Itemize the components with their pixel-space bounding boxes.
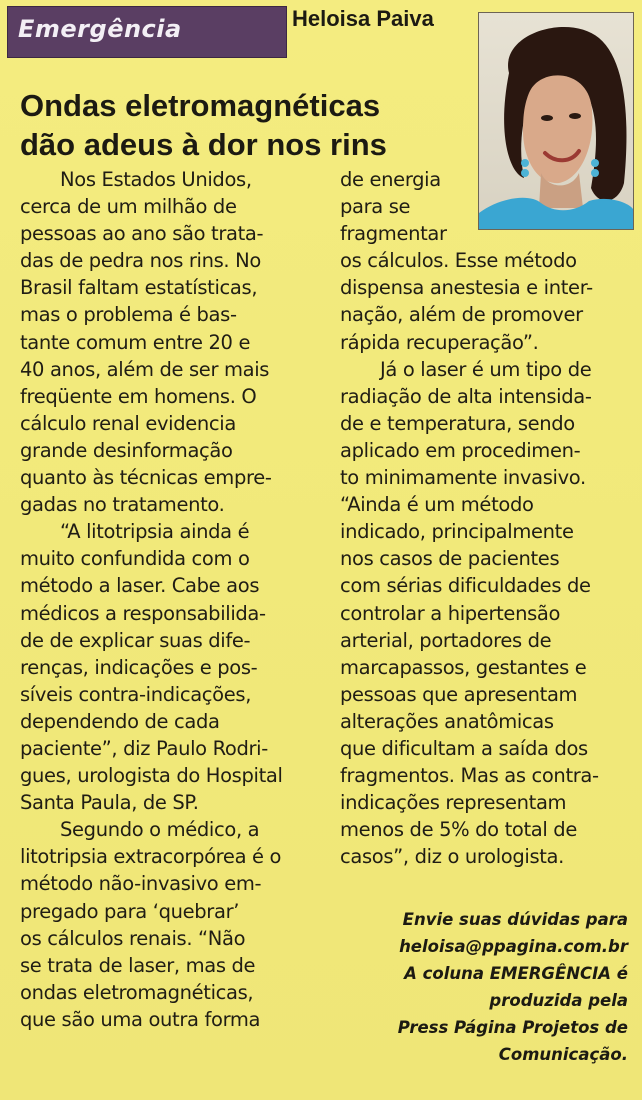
text-line: das de pedra nos rins. No: [20, 249, 261, 273]
section-tag-label: Emergência: [18, 15, 182, 43]
text-line: “Ainda é um método: [340, 493, 534, 517]
text-line: pessoas que apresentam: [340, 682, 578, 706]
text-line: indicações representam: [340, 791, 567, 815]
text-line: casos”, diz o urologista.: [340, 845, 565, 869]
text-line: os cálculos. Esse método: [340, 249, 577, 273]
text-line: alterações anatômicas: [340, 709, 554, 733]
text-line: gadas no tratamento.: [20, 493, 225, 517]
text-line: Brasil faltam estatísticas,: [20, 276, 258, 300]
text-line: fragmentar: [340, 222, 447, 246]
text-line: de de explicar suas dife-: [20, 628, 251, 652]
text-line: litotripsia extracorpórea é o: [20, 845, 282, 869]
author-name: Heloisa Paiva: [292, 6, 434, 31]
text-line: pessoas ao ano são trata-: [20, 222, 264, 246]
headline-line-1: Ondas eletromagnéticas: [20, 88, 381, 123]
text-line: paciente”, diz Paulo Rodri-: [20, 736, 268, 760]
text-line: muito confundida com o: [20, 547, 250, 571]
footer-line: Comunicação.: [498, 1045, 628, 1064]
text-line: síveis contra-indicações,: [20, 682, 252, 706]
text-line: indicado, principalmente: [340, 520, 574, 544]
text-line: dispensa anestesia e inter-: [340, 276, 593, 300]
text-line: de e temperatura, sendo: [340, 411, 575, 435]
text-line: aplicado em procedimen-: [340, 438, 581, 462]
text-line: Já o laser é um tipo de: [380, 357, 592, 381]
text-line: fragmentos. Mas as contra-: [340, 764, 599, 788]
text-line: método não-invasivo em-: [20, 872, 262, 896]
text-line: método a laser. Cabe aos: [20, 574, 260, 598]
text-line: médicos a responsabilida-: [20, 601, 266, 625]
text-line: que são uma outra forma: [20, 1007, 261, 1031]
text-line: arterial, portadores de: [340, 628, 552, 652]
text-line: nos casos de pacientes: [340, 547, 560, 571]
text-line: gues, urologista do Hospital: [20, 764, 283, 788]
footer-line: Envie suas dúvidas para: [402, 910, 628, 929]
text-line: Segundo o médico, a: [60, 818, 260, 842]
text-line: nação, além de promover: [340, 303, 583, 327]
text-line: de energia: [340, 168, 441, 191]
text-line: quanto às técnicas empre-: [20, 466, 272, 490]
text-line: pregado para ‘quebrar’: [20, 899, 240, 923]
footer-line: Press Página Projetos de: [397, 1018, 628, 1037]
footer-note: [328, 906, 628, 1068]
text-line: os cálculos renais. “Não: [20, 926, 246, 950]
text-line: para se: [340, 195, 411, 219]
text-line: rápida recuperação”.: [340, 330, 539, 354]
text-line: freqüente em homens. O: [20, 384, 257, 408]
text-line: menos de 5% do total de: [340, 818, 577, 842]
text-line: controlar a hipertensão: [340, 601, 561, 625]
text-line: to minimamente invasivo.: [340, 466, 586, 490]
text-line: se trata de laser, mas de: [20, 953, 256, 977]
text-line: Santa Paula, de SP.: [20, 791, 199, 815]
text-line: 40 anos, além de ser mais: [20, 357, 270, 381]
article-column-2: [340, 166, 635, 870]
footer-line: A coluna EMERGÊNCIA é: [404, 964, 628, 983]
article-column-1: [20, 166, 320, 1033]
headline-line-2: dão adeus à dor nos rins: [20, 127, 387, 162]
text-line: cálculo renal evidencia: [20, 411, 236, 435]
text-line: tante comum entre 20 e: [20, 330, 251, 354]
section-tag: [7, 6, 287, 58]
text-line: renças, indicações e pos-: [20, 655, 258, 679]
text-line: radiação de alta intensida-: [340, 384, 592, 408]
text-line: Nos Estados Unidos,: [60, 168, 252, 191]
text-line: dependendo de cada: [20, 709, 220, 733]
text-line: cerca de um milhão de: [20, 195, 237, 219]
footer-email-link[interactable]: heloisa@ppagina.com.br: [399, 937, 628, 956]
text-line: grande desinformação: [20, 438, 233, 462]
text-line: que dificultam a saída dos: [340, 736, 588, 760]
text-line: mas o problema é bas-: [20, 303, 237, 327]
text-line: ondas eletromagnéticas,: [20, 980, 254, 1004]
text-line: com sérias dificuldades de: [340, 574, 591, 598]
text-line: marcapassos, gestantes e: [340, 655, 587, 679]
footer-line: produzida pela: [489, 991, 628, 1010]
text-line: “A litotripsia ainda é: [60, 520, 250, 544]
headline: [20, 86, 460, 164]
